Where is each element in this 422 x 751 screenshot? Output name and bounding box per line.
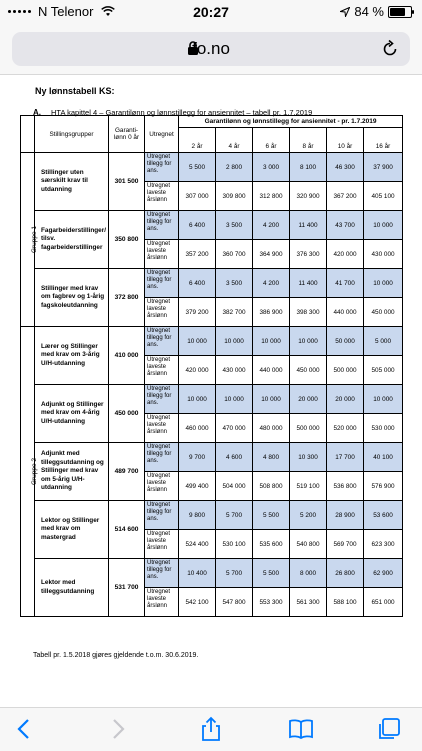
laveste-value: 524 400 bbox=[179, 530, 216, 559]
tillegg-value: 50 000 bbox=[327, 327, 364, 356]
laveste-value: 382 700 bbox=[216, 298, 253, 327]
tillegg-value: 10 000 bbox=[364, 385, 403, 414]
reload-icon[interactable] bbox=[380, 39, 400, 59]
tillegg-value: 17 700 bbox=[327, 443, 364, 472]
laveste-value: 480 000 bbox=[253, 414, 290, 443]
stilling-name: Lærer og Stillinger med krav om 3-årig U/H-utdanning bbox=[35, 327, 109, 385]
laveste-value: 569 700 bbox=[327, 530, 364, 559]
tillegg-value: 46 300 bbox=[327, 153, 364, 182]
header-year: 2 år bbox=[179, 128, 216, 153]
garantilonn-value: 350 800 bbox=[109, 211, 145, 269]
header-year: 16 år bbox=[364, 128, 403, 153]
tillegg-value: 5 700 bbox=[216, 559, 253, 588]
row-label-tillegg: Utregnet tillegg for ans. bbox=[145, 269, 179, 298]
laveste-value: 430 000 bbox=[364, 240, 403, 269]
tillegg-value: 5 500 bbox=[179, 153, 216, 182]
tillegg-value: 3 000 bbox=[253, 153, 290, 182]
laveste-value: 504 000 bbox=[216, 472, 253, 501]
row-label-laveste: Utregnet laveste årslønn bbox=[145, 182, 179, 211]
tillegg-value: 10 000 bbox=[216, 385, 253, 414]
laveste-value: 540 800 bbox=[290, 530, 327, 559]
header-blank bbox=[21, 116, 35, 153]
back-chevron-icon[interactable] bbox=[12, 716, 38, 742]
laveste-value: 307 000 bbox=[179, 182, 216, 211]
tillegg-value: 5 200 bbox=[290, 501, 327, 530]
tillegg-value: 28 900 bbox=[327, 501, 364, 530]
laveste-value: 499 400 bbox=[179, 472, 216, 501]
laveste-value: 357 200 bbox=[179, 240, 216, 269]
laveste-value: 508 800 bbox=[253, 472, 290, 501]
laveste-value: 309 800 bbox=[216, 182, 253, 211]
laveste-value: 519 100 bbox=[290, 472, 327, 501]
stilling-name: Lektor og Stillinger med krav om mastergrad bbox=[35, 501, 109, 559]
row-label-laveste: Utregnet laveste årslønn bbox=[145, 530, 179, 559]
location-arrow-icon bbox=[340, 7, 350, 17]
laveste-value: 588 100 bbox=[327, 588, 364, 617]
carrier-name: N Telenor bbox=[38, 4, 94, 19]
group-label-text: Gruppe 2 bbox=[31, 457, 39, 486]
tillegg-value: 11 400 bbox=[290, 269, 327, 298]
row-label-tillegg: Utregnet tillegg for ans. bbox=[145, 501, 179, 530]
table-body bbox=[21, 153, 403, 617]
laveste-value: 367 200 bbox=[327, 182, 364, 211]
tillegg-value: 4 200 bbox=[253, 269, 290, 298]
laveste-value: 320 900 bbox=[290, 182, 327, 211]
battery-percent: 84 % bbox=[354, 4, 384, 19]
tillegg-value: 8 000 bbox=[290, 559, 327, 588]
laveste-value: 450 000 bbox=[364, 298, 403, 327]
book-icon[interactable] bbox=[288, 716, 314, 742]
tillegg-value: 10 000 bbox=[253, 327, 290, 356]
group-label bbox=[21, 327, 39, 617]
laveste-value: 520 000 bbox=[327, 414, 364, 443]
tillegg-value: 6 400 bbox=[179, 269, 216, 298]
stilling-name: Stillinger med krav om fagbrev og 1-årig fagskoleutdanning bbox=[35, 269, 109, 327]
laveste-value: 505 000 bbox=[364, 356, 403, 385]
tillegg-value: 10 000 bbox=[179, 385, 216, 414]
tillegg-value: 3 500 bbox=[216, 211, 253, 240]
garantilonn-value: 410 000 bbox=[109, 327, 145, 385]
tillegg-value: 40 100 bbox=[364, 443, 403, 472]
salary-table bbox=[20, 115, 403, 617]
tillegg-value: 10 000 bbox=[179, 327, 216, 356]
laveste-value: 430 000 bbox=[216, 356, 253, 385]
laveste-value: 623 300 bbox=[364, 530, 403, 559]
status-bar bbox=[0, 0, 422, 24]
laveste-value: 312 800 bbox=[253, 182, 290, 211]
laveste-value: 530 000 bbox=[364, 414, 403, 443]
row-label-tillegg: Utregnet tillegg for ans. bbox=[145, 443, 179, 472]
tillegg-value: 10 300 bbox=[290, 443, 327, 472]
tillegg-value: 4 800 bbox=[253, 443, 290, 472]
row-label-tillegg: Utregnet tillegg for ans. bbox=[145, 153, 179, 182]
row-label-tillegg: Utregnet tillegg for ans. bbox=[145, 559, 179, 588]
tillegg-value: 53 600 bbox=[364, 501, 403, 530]
stilling-name: Adjunkt og Stillinger med krav om 4-årig U/H-utdanning bbox=[35, 385, 109, 443]
garantilonn-value: 301 500 bbox=[109, 153, 145, 211]
share-icon[interactable] bbox=[198, 716, 224, 742]
tillegg-value: 4 200 bbox=[253, 211, 290, 240]
stilling-name: Lektor med tilleggsutdanning bbox=[35, 559, 109, 617]
tillegg-value: 10 000 bbox=[364, 269, 403, 298]
laveste-value: 547 800 bbox=[216, 588, 253, 617]
section-letter: A. bbox=[33, 108, 41, 117]
forward-chevron-icon[interactable] bbox=[104, 716, 130, 742]
group-label bbox=[21, 153, 39, 327]
pdf-document[interactable] bbox=[0, 75, 422, 707]
garantilonn-value: 489 700 bbox=[109, 443, 145, 501]
tillegg-value: 5 000 bbox=[364, 327, 403, 356]
row-label-laveste: Utregnet laveste årslønn bbox=[145, 414, 179, 443]
laveste-value: 405 100 bbox=[364, 182, 403, 211]
laveste-value: 542 100 bbox=[179, 588, 216, 617]
battery-icon bbox=[388, 6, 412, 18]
laveste-value: 535 600 bbox=[253, 530, 290, 559]
laveste-value: 364 900 bbox=[253, 240, 290, 269]
tillegg-value: 4 600 bbox=[216, 443, 253, 472]
header-year: 10 år bbox=[327, 128, 364, 153]
footnote: Tabell pr. 1.5.2018 gjøres gjeldende t.o.m. 30.6.2019. bbox=[33, 652, 199, 659]
garantilonn-value: 514 600 bbox=[109, 501, 145, 559]
url-host: fo.no bbox=[192, 39, 230, 58]
tabs-icon[interactable] bbox=[376, 716, 402, 742]
header-stillingsgrupper: Stillingsgrupper bbox=[35, 116, 109, 153]
laveste-value: 553 300 bbox=[253, 588, 290, 617]
laveste-value: 386 900 bbox=[253, 298, 290, 327]
laveste-value: 450 000 bbox=[290, 356, 327, 385]
laveste-value: 576 900 bbox=[364, 472, 403, 501]
header-year: 4 år bbox=[216, 128, 253, 153]
garantilonn-value: 372 800 bbox=[109, 269, 145, 327]
tillegg-value: 3 500 bbox=[216, 269, 253, 298]
tillegg-value: 37 900 bbox=[364, 153, 403, 182]
tillegg-value: 26 800 bbox=[327, 559, 364, 588]
laveste-value: 376 300 bbox=[290, 240, 327, 269]
header-year: 6 år bbox=[253, 128, 290, 153]
laveste-value: 360 700 bbox=[216, 240, 253, 269]
row-label-laveste: Utregnet laveste årslønn bbox=[145, 588, 179, 617]
garantilonn-value: 450 000 bbox=[109, 385, 145, 443]
clock: 20:27 bbox=[193, 4, 229, 20]
tillegg-value: 20 000 bbox=[290, 385, 327, 414]
laveste-value: 440 000 bbox=[253, 356, 290, 385]
tillegg-value: 2 800 bbox=[216, 153, 253, 182]
tillegg-value: 11 400 bbox=[290, 211, 327, 240]
row-label-laveste: Utregnet laveste årslønn bbox=[145, 472, 179, 501]
row-label-laveste: Utregnet laveste årslønn bbox=[145, 298, 179, 327]
tillegg-value: 10 000 bbox=[253, 385, 290, 414]
tillegg-value: 41 700 bbox=[327, 269, 364, 298]
header-year: 8 år bbox=[290, 128, 327, 153]
laveste-value: 420 000 bbox=[179, 356, 216, 385]
laveste-value: 420 000 bbox=[327, 240, 364, 269]
laveste-value: 536 800 bbox=[327, 472, 364, 501]
row-label-laveste: Utregnet laveste årslønn bbox=[145, 240, 179, 269]
row-label-tillegg: Utregnet tillegg for ans. bbox=[145, 211, 179, 240]
tillegg-value: 9 800 bbox=[179, 501, 216, 530]
address-field[interactable] bbox=[12, 32, 410, 66]
tillegg-value: 10 000 bbox=[290, 327, 327, 356]
tillegg-value: 62 900 bbox=[364, 559, 403, 588]
stilling-name: Stillinger uten særskilt krav til utdanning bbox=[35, 153, 109, 211]
tillegg-value: 10 000 bbox=[216, 327, 253, 356]
laveste-value: 561 300 bbox=[290, 588, 327, 617]
tillegg-value: 6 400 bbox=[179, 211, 216, 240]
garantilonn-value: 531 700 bbox=[109, 559, 145, 617]
header-utregnet: Utregnet bbox=[145, 116, 179, 153]
laveste-value: 530 100 bbox=[216, 530, 253, 559]
tillegg-value: 43 700 bbox=[327, 211, 364, 240]
laveste-value: 500 000 bbox=[327, 356, 364, 385]
laveste-value: 440 000 bbox=[327, 298, 364, 327]
laveste-value: 500 000 bbox=[290, 414, 327, 443]
bottom-toolbar bbox=[0, 707, 422, 751]
row-label-laveste: Utregnet laveste årslønn bbox=[145, 356, 179, 385]
laveste-value: 470 000 bbox=[216, 414, 253, 443]
header-top-span: Garantilønn og lønnstillegg for ansiennitet - pr. 1.7.2019 bbox=[179, 116, 403, 128]
tillegg-value: 5 500 bbox=[253, 559, 290, 588]
row-label-tillegg: Utregnet tillegg for ans. bbox=[145, 385, 179, 414]
status-right bbox=[340, 4, 412, 19]
stilling-name: Adjunkt med tilleggsutdanning og Stillinger med krav om 5-årig U/H-utdanning bbox=[35, 443, 109, 501]
tillegg-value: 8 100 bbox=[290, 153, 327, 182]
tillegg-value: 9 700 bbox=[179, 443, 216, 472]
tillegg-value: 10 000 bbox=[364, 211, 403, 240]
row-label-tillegg: Utregnet tillegg for ans. bbox=[145, 327, 179, 356]
tillegg-value: 5 500 bbox=[253, 501, 290, 530]
laveste-value: 379 200 bbox=[179, 298, 216, 327]
laveste-value: 398 300 bbox=[290, 298, 327, 327]
laveste-value: 651 000 bbox=[364, 588, 403, 617]
stilling-name: Fagarbeiderstillinger/ tilsv. fagarbeiderstillinger bbox=[35, 211, 109, 269]
header-garantilonn: Garanti-lønn 0 år bbox=[109, 116, 145, 153]
group-label-text: Gruppe 1 bbox=[31, 225, 39, 254]
document-title: Ny lønnstabell KS: bbox=[35, 86, 115, 96]
section-title: HTA kapittel 4 – Garantilønn og lønnstillegg for ansiennitet – tabell pr. 1.7.2019 bbox=[51, 108, 313, 117]
tillegg-value: 10 400 bbox=[179, 559, 216, 588]
tillegg-value: 20 000 bbox=[327, 385, 364, 414]
tillegg-value: 5 700 bbox=[216, 501, 253, 530]
address-bar-area bbox=[0, 24, 422, 75]
laveste-value: 460 000 bbox=[179, 414, 216, 443]
